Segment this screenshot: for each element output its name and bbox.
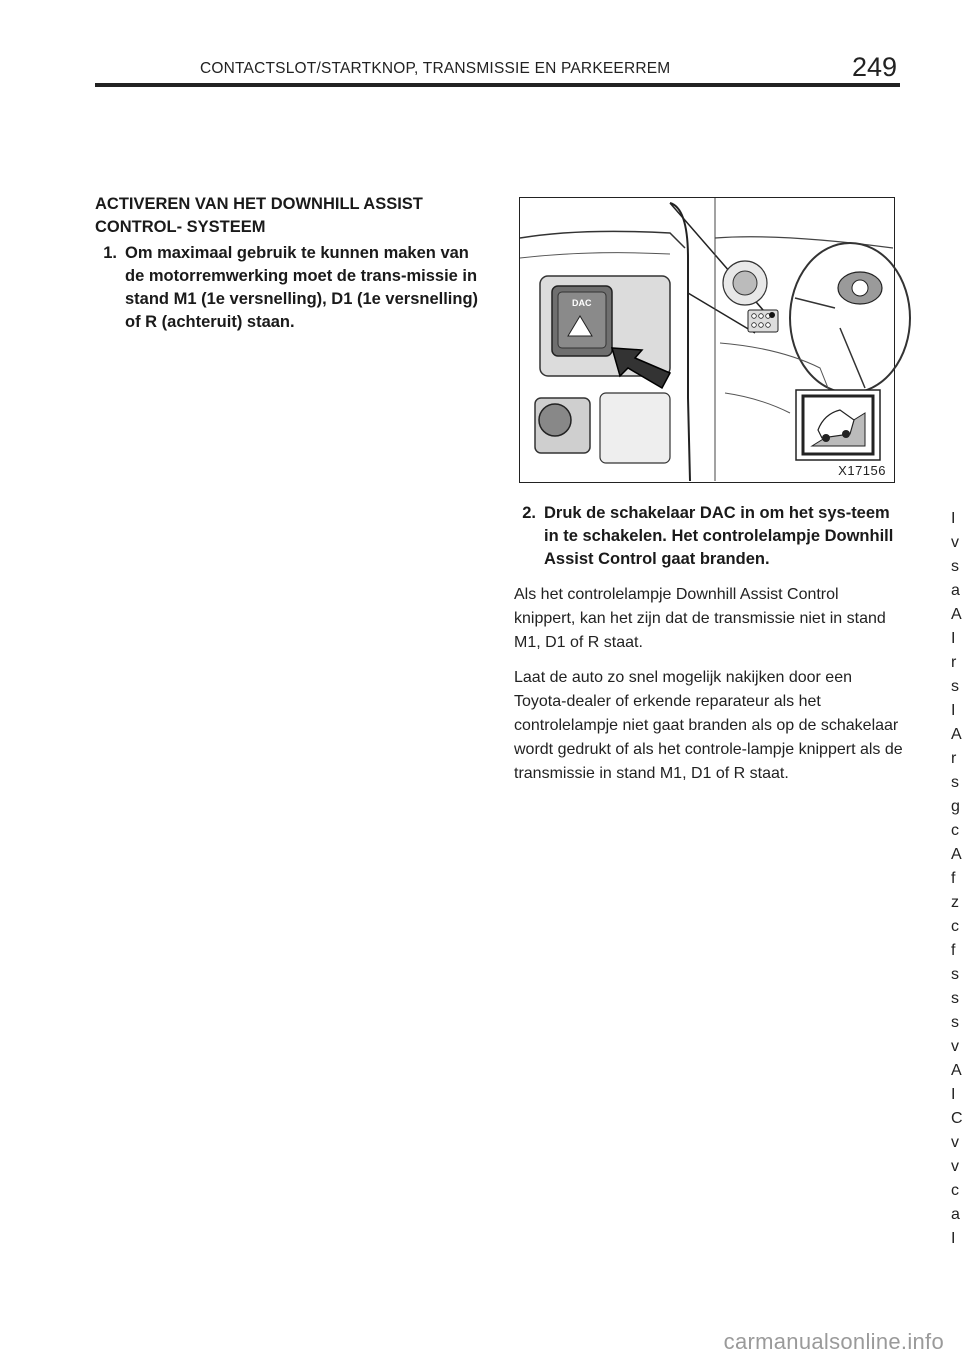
margin-letter: f — [951, 942, 956, 959]
margin-letter: f — [951, 870, 956, 887]
margin-letter: c — [951, 822, 959, 839]
margin-letter: I — [951, 1086, 956, 1103]
page-header-title: CONTACTSLOT/STARTKNOP, TRANSMISSIE EN PARKEERREM — [200, 60, 671, 77]
margin-letter: s — [951, 966, 959, 983]
figure-code: X17156 — [838, 463, 886, 478]
dac-button-label: DAC — [572, 298, 592, 308]
margin-letter: A — [951, 1062, 962, 1079]
margin-letter: s — [951, 1014, 959, 1031]
watermark: carmanualsonline.info — [723, 1329, 944, 1354]
dac-switch-illustration — [519, 197, 895, 483]
margin-letter: z — [951, 894, 959, 911]
margin-letter: C — [951, 1110, 963, 1127]
page-number: 249 — [852, 52, 898, 82]
margin-letter: I — [951, 1230, 956, 1247]
margin-letter: s — [951, 678, 959, 695]
margin-letter: A — [951, 606, 962, 623]
margin-letter: a — [951, 1206, 960, 1223]
step-2-text: Druk de schakelaar DAC in om het sys-teem in te schakelen. Het controlelampje Downhill Assist Control gaat branden. — [544, 504, 894, 568]
margin-letter: c — [951, 918, 959, 935]
illustration-drawing — [520, 198, 893, 481]
margin-letter: I — [951, 630, 956, 647]
margin-letter: v — [951, 1134, 959, 1151]
margin-letter: A — [951, 846, 962, 863]
margin-letter: I — [951, 510, 956, 527]
margin-letter: v — [951, 1158, 959, 1175]
margin-letter: v — [951, 1038, 959, 1055]
paragraph-dealer-check: Laat de auto zo snel mogelijk nakijken door een Toyota-dealer of erkende reparateur als het controlelampje niet gaat branden als op de schakelaar wordt gedrukt of als het controle-lampje knippert als de transmissie in stand M1, D1 of R staat. — [514, 669, 903, 782]
step-1 — [95, 242, 485, 334]
margin-letter: r — [951, 750, 957, 767]
margin-letter: A — [951, 726, 962, 743]
step-2 — [514, 502, 904, 571]
section-heading — [95, 193, 485, 239]
section-heading-line1: ACTIVEREN VAN HET DOWNHILL ASSIST — [95, 195, 423, 213]
header-rule — [95, 83, 900, 87]
step-1-number: 1. — [103, 244, 117, 262]
section-heading-line2: CONTROL- SYSTEEM — [95, 218, 266, 236]
margin-letter: s — [951, 774, 959, 791]
margin-letter: v — [951, 534, 959, 551]
cut-off-margin-text — [951, 507, 963, 1251]
left-column — [95, 193, 485, 334]
margin-letter: r — [951, 654, 957, 671]
paragraph-flashing-indicator: Als het controlelampje Downhill Assist Control knippert, kan het zijn dat de transmissie niet in stand M1, D1 of R staat. — [514, 586, 886, 651]
right-column — [514, 502, 904, 797]
margin-letter: a — [951, 582, 960, 599]
margin-letter: g — [951, 798, 960, 815]
margin-letter: c — [951, 1182, 959, 1199]
margin-letter: s — [951, 990, 959, 1007]
step-1-text: Om maximaal gebruik te kunnen maken van de motorremwerking moet de trans-missie in stand M1 (1e versnelling), D1 (1e versnelling) of R (achteruit) staan. — [125, 244, 479, 331]
margin-letter: s — [951, 558, 959, 575]
step-2-number: 2. — [522, 504, 536, 522]
margin-letter: I — [951, 702, 956, 719]
